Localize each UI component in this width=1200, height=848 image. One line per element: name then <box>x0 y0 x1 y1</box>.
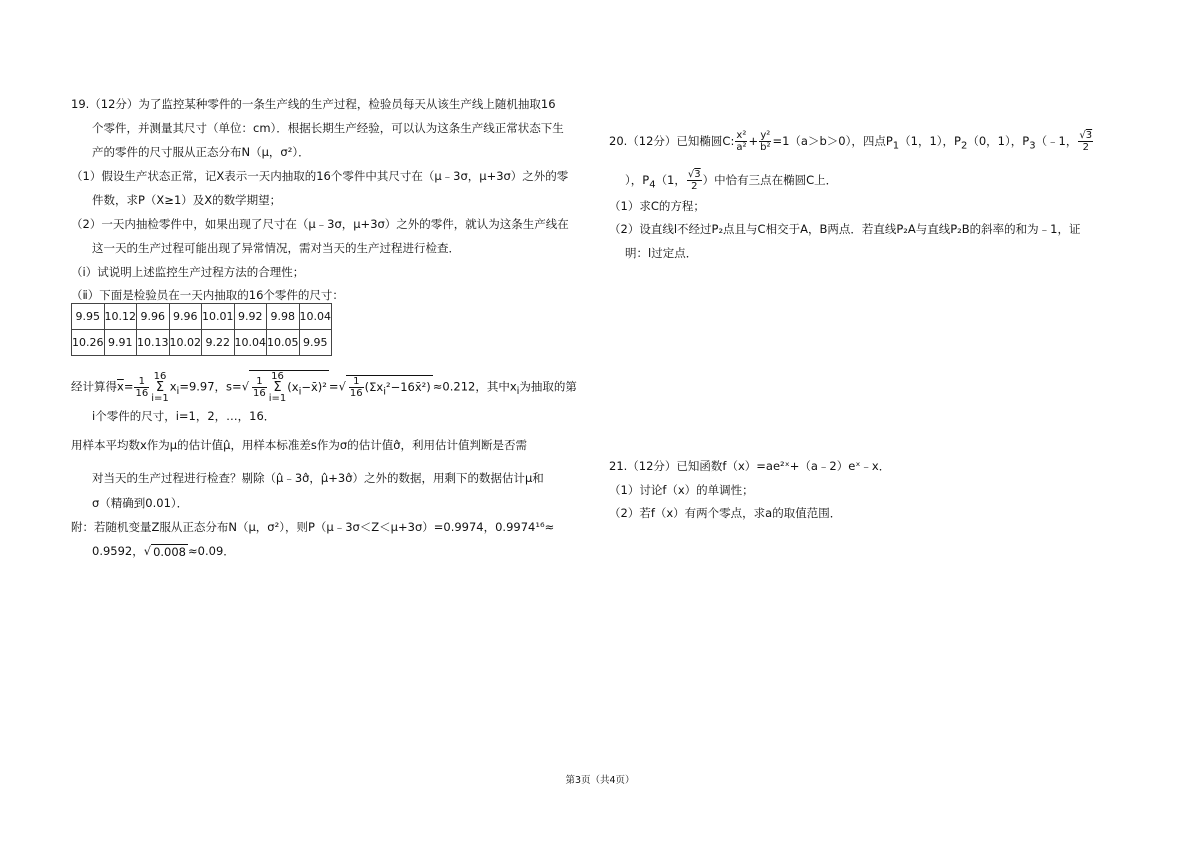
table-cell: 10.26 <box>72 330 105 356</box>
table-cell: 10.01 <box>202 304 235 330</box>
table-cell: 9.96 <box>169 304 202 330</box>
q21-line-1: 21.（12分）已知函数f（x）=ae²ˣ+（a﹣2）eˣ﹣x． <box>609 459 891 473</box>
q19-calc-line: 经计算得$\overline{x}=$ $\frac{1}{16}$ 16 Σ $i=1x_i=9.97$，s=√ $\frac{1}{16}$ 16 Σ $i=1(x_i-x̄)^2$ =√ $\frac{1}{16}$ $(\Sigma x_i^2-16x̄^2) \approx 0.212$，其中$x_i$为抽取的第 <box>71 370 577 404</box>
table-cell: 10.05 <box>267 330 300 356</box>
q19-part1-line-2: 件数，求P（X≥1）及X的数学期望； <box>92 193 282 207</box>
table-cell: 10.12 <box>104 304 137 330</box>
q19-appendix-line-1: 附：若随机变量Z服从正态分布N（μ，σ²），则P（μ﹣3σ＜Z＜μ+3σ）=0.9974，0.9974¹⁶≈ <box>71 520 555 534</box>
fraction-y2-b2: $\frac{\text{y²}}{\text{b²}}$ <box>760 130 771 153</box>
calc-prefix: 经计算得 <box>71 379 117 394</box>
q19-sub-i: （ⅰ）试说明上述监控生产过程方法的合理性； <box>71 265 305 279</box>
s-value: ≈0.212，其中x <box>432 379 517 394</box>
measurement-table <box>71 303 332 356</box>
q19-appendix-line-2: 0.9592，√ 0.008 ≈0.09． <box>92 544 235 559</box>
q20-part2-line-2: 明：l过定点． <box>625 246 698 260</box>
fraction-x2-a2: $\frac{\text{x²}}{\text{a²}}$ <box>736 130 747 153</box>
table-cell: 9.91 <box>104 330 137 356</box>
table-cell: 9.22 <box>202 330 235 356</box>
q20-part2-line-1: （2）设直线l不经过P₂点且与C相交于A，B两点．若直线P₂A与直线P₂B的斜率的和为﹣1，证 <box>609 222 1081 236</box>
table-cell: 9.98 <box>267 304 300 330</box>
table-cell: 9.95 <box>299 330 332 356</box>
q19-part2-line-1: （2）一天内抽检零件中，如果出现了尺寸在（μ﹣3σ，μ+3σ）之外的零件，就认为这条生产线在 <box>71 217 569 231</box>
q19-line-2: 个零件，并测量其尺寸（单位：cm）．根据长期生产经验，可以认为这条生产线正常状态下生 <box>92 121 564 135</box>
q19-sub-ii: （ⅱ）下面是检验员在一天内抽取的16个零件的尺寸： <box>71 288 344 302</box>
q19-line-3: 产的零件的尺寸服从正态分布N（μ，σ²）． <box>92 145 310 159</box>
q20-line-1: 20.（12分）已知椭圆C: $\frac{\text{x²}}{\text{a²}}$ + $\frac{\text{y²}}{\text{b²}}$ =1（a＞b＞0），四点$P_1(1$，1），$P_2(0$，1），$P_3(﹣1$， $\frac{√3}{2}$ <box>609 130 1093 153</box>
q19-line-1: 19.（12分）为了监控某种零件的一条生产线的生产过程，检验员每天从该生产线上随机抽取16 <box>71 97 556 111</box>
sqrt-expression-1: $\frac{1}{16}$ 16 Σ $i=1(x_i-x̄)^2$ <box>249 370 329 404</box>
q19-part1-line-1: （1）假设生产状态正常，记X表示一天内抽取的16个零件中其尺寸在（μ﹣3σ，μ+3σ）之外的零 <box>71 169 569 183</box>
xbar-value: =9.97，s= <box>179 379 242 394</box>
table-cell: 9.96 <box>137 304 170 330</box>
page-footer: 第3页（共4页） <box>565 775 635 786</box>
table-row <box>72 304 332 330</box>
table-cell: 10.13 <box>137 330 170 356</box>
sum-symbol: 16 Σ i=1 <box>151 370 169 404</box>
table-cell: 10.04 <box>234 330 267 356</box>
sqrt-expression-2: $\frac{1}{16}$ $(\Sigma x_i^2-16x̄^2)$ <box>346 375 433 399</box>
q21-part1: （1）讨论f（x）的单调性； <box>609 483 754 497</box>
table-cell: 9.95 <box>72 304 105 330</box>
table-cell: 10.04 <box>299 304 332 330</box>
q21-part2: （2）若f（x）有两个零点，求a的取值范围． <box>609 506 842 520</box>
q19-line-13: 对当天的生产过程进行检查？剔除（μ̂﹣3σ̂，μ̂+3σ̂）之外的数据，用剩下的数据估计μ和 <box>92 471 544 485</box>
table-cell: 10.02 <box>169 330 202 356</box>
q19-line-12: 用样本平均数x作为μ的估计值μ̂，用样本标准差s作为σ的估计值σ̂，利用估计值判断是否需 <box>71 438 528 452</box>
table-cell: 9.92 <box>234 304 267 330</box>
sqrt-0008: 0.008 <box>153 545 187 559</box>
q19-line-11: i个零件的尺寸，i=1，2，…，16． <box>92 409 276 423</box>
q20-part1: （1）求C的方程； <box>609 199 705 213</box>
fraction-sqrt3-2: $\frac{√3}{2}$ <box>687 169 701 192</box>
q19-part2-line-2: 这一天的生产过程可能出现了异常情况，需对当天的生产过程进行检查． <box>92 241 460 255</box>
xbar-symbol: $\overline{x}$ <box>117 379 124 394</box>
q20-line-2: ），$P_4(1$， $\frac{√3}{2}$ ）中恰有三点在椭圆C上． <box>625 169 838 192</box>
fraction-sqrt3-2: $\frac{√3}{2}$ <box>1079 130 1093 153</box>
table-row <box>72 330 332 356</box>
q19-line-14: σ（精确到0.01）． <box>92 496 189 510</box>
sqrt-sign: √ <box>241 379 250 394</box>
fraction-1-16: $\frac{1}{16}$ <box>135 375 149 399</box>
